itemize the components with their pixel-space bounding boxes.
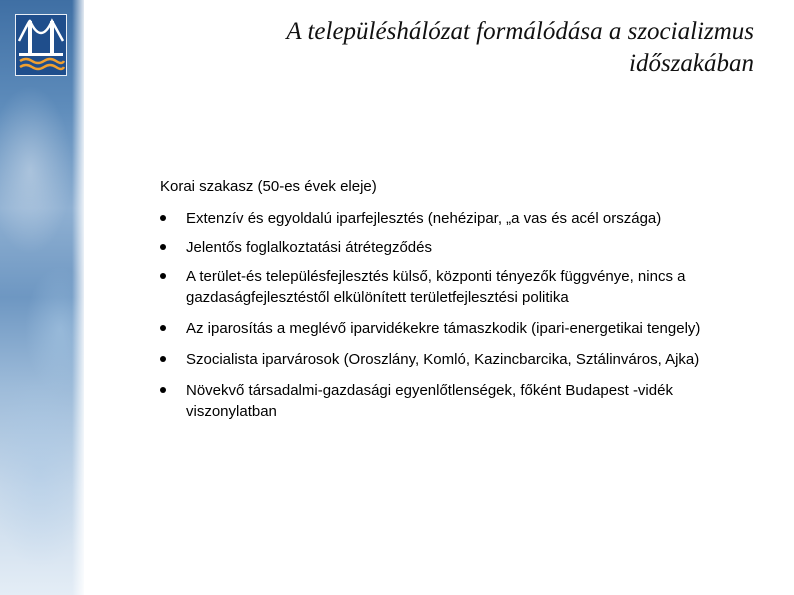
bullet-list — [160, 208, 760, 432]
list-item-text: A terület-és településfejlesztés külső, központi tényezők függvénye, nincs a gazdaságfejlesztéstől elkülönített területfejlesztési politika — [186, 268, 686, 306]
list-item — [160, 208, 760, 229]
list-item — [160, 237, 760, 258]
bullet-dot-icon — [160, 356, 166, 362]
bullet-dot-icon — [160, 244, 166, 250]
list-item-text: Jelentős foglalkoztatási átrétegződés — [186, 239, 432, 256]
bullet-dot-icon — [160, 325, 166, 331]
slide-title-line-1: A településhálózat formálódása a szocializmus — [286, 18, 754, 45]
list-item-text: Növekvő társadalmi-gazdasági egyenlőtlenségek, főként Budapest -vidék viszonylatban — [186, 382, 673, 420]
bullet-dot-icon — [160, 215, 166, 221]
bullet-dot-icon — [160, 387, 166, 393]
list-item-text: Az iparosítás a meglévő iparvidékekre támaszkodik (ipari-energetikai tengely) — [186, 320, 701, 337]
decorative-side-strip — [0, 0, 84, 595]
list-item — [160, 380, 760, 422]
bullet-dot-icon — [160, 273, 166, 279]
list-item-text: Szocialista iparvárosok (Oroszlány, Komló, Kazincbarcika, Sztálinváros, Ajka) — [186, 351, 700, 368]
section-heading: Korai szakasz (50-es évek eleje) — [160, 178, 377, 195]
slide-title-line-2: időszakában — [629, 50, 754, 77]
list-item — [160, 266, 760, 308]
list-item-text: Extenzív és egyoldalú iparfejlesztés (nehézipar, „a vas és acél országa) — [186, 210, 662, 227]
list-item — [160, 318, 760, 339]
bridge-logo-icon — [15, 14, 67, 76]
slide-title — [194, 16, 754, 80]
list-item — [160, 349, 760, 370]
